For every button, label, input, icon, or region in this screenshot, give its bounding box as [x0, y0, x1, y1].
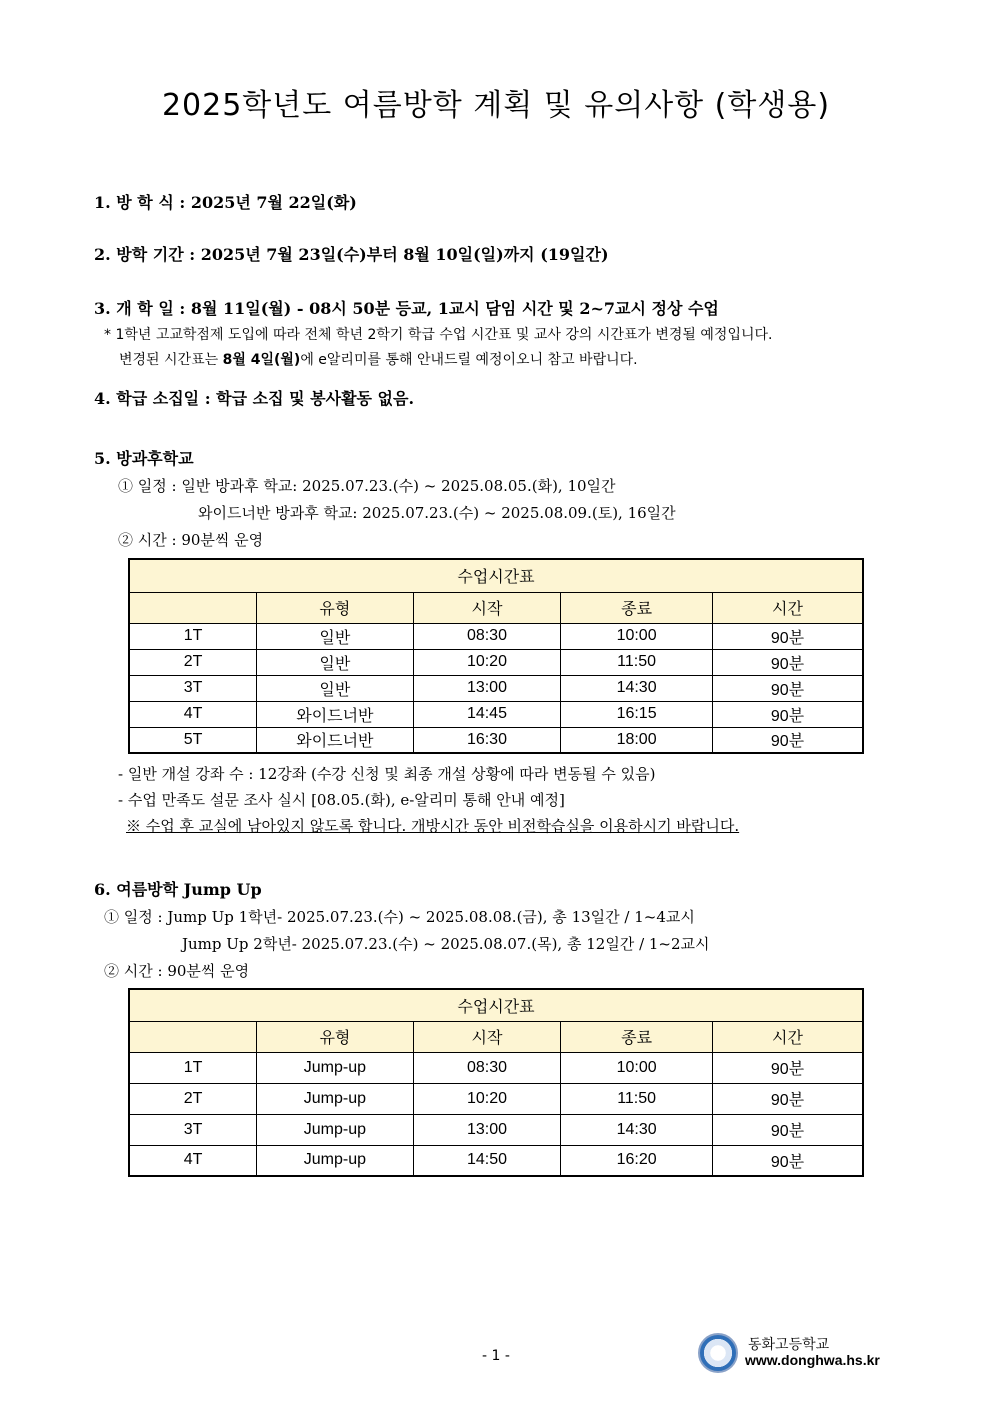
table-row [129, 1083, 863, 1114]
page-number: - 1 - [482, 1348, 510, 1364]
table-row [129, 1052, 863, 1083]
table-cell: 와이드너반 [257, 701, 414, 727]
section-5-afterschool: 5. 방과후학교 [94, 449, 194, 468]
table-cell: 90분 [712, 727, 863, 753]
table-cell: 10:20 [413, 1083, 561, 1114]
table-row [129, 623, 863, 649]
table-cell: 90분 [712, 623, 863, 649]
note-text: 에 e알리미를 통해 안내드릴 예정이오니 참고 바랍니다. [300, 352, 638, 368]
table-cell: Jump-up [257, 1052, 414, 1083]
header-cell: 유형 [257, 1021, 414, 1052]
table-cell: 14:45 [413, 701, 561, 727]
table-cell: 08:30 [413, 1052, 561, 1083]
table-cell: 16:15 [561, 701, 713, 727]
section-5-note-survey: - 수업 만족도 설문 조사 실시 [08.05.(화), e-알리미 통해 안내 예정] [118, 791, 565, 809]
school-logo [698, 1333, 738, 1373]
table-cell: 90분 [712, 1114, 863, 1145]
table-cell: 14:30 [561, 675, 713, 701]
table-row [129, 1145, 863, 1176]
section-3-school-opening: 3. 개 학 일 : 8월 11일(월) - 08시 50분 등교, 1교시 담임 시간 및 2~7교시 정상 수업 [94, 299, 719, 318]
table-cell: 16:20 [561, 1145, 713, 1176]
table-cell: 08:30 [413, 623, 561, 649]
table-row [129, 649, 863, 675]
header-cell: 시간 [712, 592, 863, 623]
table-cell: 2T [129, 1083, 257, 1114]
section-5-note-classroom: ※ 수업 후 교실에 남아있지 않도록 합니다. 개방시간 동안 비전학습실을 이용하시기 바랍니다. [126, 817, 740, 835]
section-3-note-2 [119, 349, 638, 369]
table-cell: Jump-up [257, 1114, 414, 1145]
table-cell: Jump-up [257, 1145, 414, 1176]
table-cell: 90분 [712, 1052, 863, 1083]
table-cell: 11:50 [561, 1083, 713, 1114]
jumpup-timetable [128, 988, 864, 1177]
section-6-jumpup: 6. 여름방학 Jump Up [94, 880, 262, 899]
table-caption: 수업시간표 [129, 989, 863, 1021]
school-url: www.donghwa.hs.kr [745, 1352, 880, 1368]
table-cell: 13:00 [413, 1114, 561, 1145]
table-cell: 13:00 [413, 675, 561, 701]
note-date: 8월 4일(월) [222, 352, 301, 368]
table-cell: 1T [129, 1052, 257, 1083]
table-cell: 10:00 [561, 623, 713, 649]
table-cell: 90분 [712, 649, 863, 675]
page-title: 2025학년도 여름방학 계획 및 유의사항 (학생용) [161, 88, 831, 123]
table-cell: 일반 [257, 675, 414, 701]
section-5-time: ② 시간 : 90분씩 운영 [118, 531, 264, 549]
header-cell: 시작 [413, 592, 561, 623]
section-6-schedule-grade2: Jump Up 2학년- 2025.07.23.(수) ~ 2025.08.07.(목), 총 12일간 / 1~2교시 [182, 935, 710, 953]
table-cell: 3T [129, 1114, 257, 1145]
header-cell: 종료 [561, 1021, 713, 1052]
section-5-note-courses: - 일반 개설 강좌 수 : 12강좌 (수강 신청 및 최종 개설 상황에 따라 변동될 수 있음) [118, 765, 656, 783]
table-cell: 4T [129, 701, 257, 727]
section-2-vacation-period: 2. 방학 기간 : 2025년 7월 23일(수)부터 8월 10일(일)까지 (19일간) [94, 245, 609, 264]
table-cell: 90분 [712, 1083, 863, 1114]
table-cell: 11:50 [561, 649, 713, 675]
header-cell [129, 1021, 257, 1052]
table-row [129, 675, 863, 701]
table-cell: 18:00 [561, 727, 713, 753]
table-cell: 4T [129, 1145, 257, 1176]
section-6-schedule-grade1: ① 일정 : Jump Up 1학년- 2025.07.23.(수) ~ 2025.08.08.(금), 총 13일간 / 1~4교시 [104, 908, 695, 926]
school-name: 동화고등학교 [748, 1337, 830, 1353]
section-5-schedule-widener: 와이드너반 방과후 학교: 2025.07.23.(수) ~ 2025.08.09.(토), 16일간 [198, 504, 676, 522]
section-1-closing-ceremony: 1. 방 학 식 : 2025년 7월 22일(화) [94, 193, 357, 212]
table-cell: 일반 [257, 623, 414, 649]
table-cell: 일반 [257, 649, 414, 675]
table-cell: 5T [129, 727, 257, 753]
table-cell: 14:50 [413, 1145, 561, 1176]
table-row [129, 727, 863, 753]
table-cell: 10:00 [561, 1052, 713, 1083]
table-cell: 3T [129, 675, 257, 701]
table-row [129, 701, 863, 727]
table-cell: 14:30 [561, 1114, 713, 1145]
section-4-class-gathering: 4. 학급 소집일 : 학급 소집 및 봉사활동 없음. [94, 389, 415, 408]
section-6-time: ② 시간 : 90분씩 운영 [104, 962, 250, 980]
header-cell: 종료 [561, 592, 713, 623]
table-cell: 1T [129, 623, 257, 649]
header-cell: 시작 [413, 1021, 561, 1052]
table-caption: 수업시간표 [129, 559, 863, 592]
header-cell: 유형 [257, 592, 414, 623]
afterschool-timetable [128, 558, 864, 754]
table-cell: 와이드너반 [257, 727, 414, 753]
section-3-note-1: * 1학년 고교학점제 도입에 따라 전체 학년 2학기 학급 수업 시간표 및 교사 강의 시간표가 변경될 예정입니다. [104, 327, 773, 343]
table-cell: 16:30 [413, 727, 561, 753]
table-cell: 10:20 [413, 649, 561, 675]
table-cell: 90분 [712, 675, 863, 701]
table-cell: Jump-up [257, 1083, 414, 1114]
table-cell: 2T [129, 649, 257, 675]
note-text: 변경된 시간표는 [119, 352, 223, 368]
table-cell: 90분 [712, 701, 863, 727]
header-cell: 시간 [712, 1021, 863, 1052]
header-cell [129, 592, 257, 623]
table-row [129, 1114, 863, 1145]
section-5-schedule-general: ① 일정 : 일반 방과후 학교: 2025.07.23.(수) ~ 2025.08.05.(화), 10일간 [118, 477, 616, 495]
table-cell: 90분 [712, 1145, 863, 1176]
